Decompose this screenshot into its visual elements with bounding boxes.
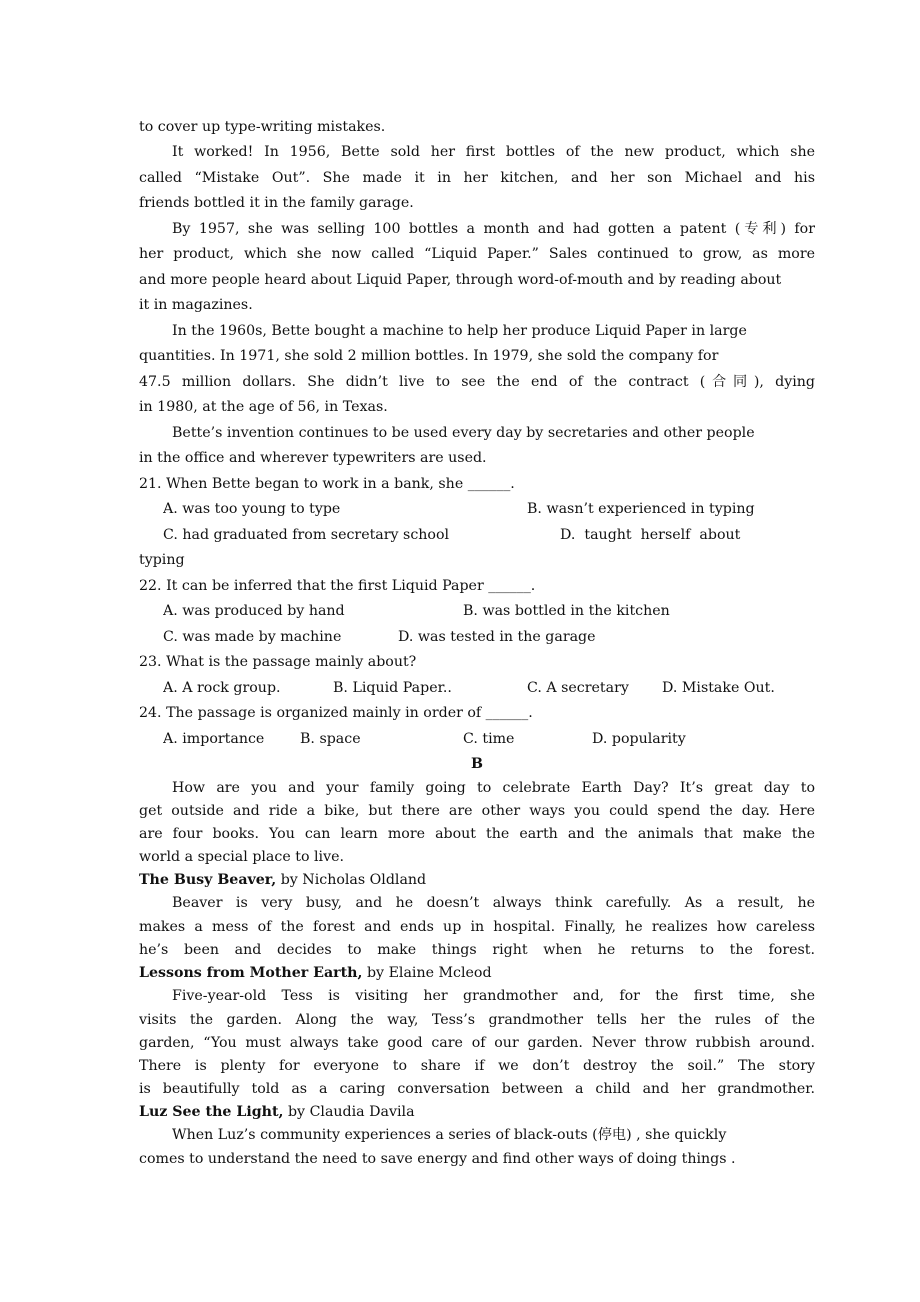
passage-b-intro-line: How are you and your family going to celebrate Earth Day? It’s great day to <box>172 780 815 796</box>
passage-a-line: in the office and wherever typewriters are used. <box>139 450 487 466</box>
passage-b-intro-line: get outside and ride a bike, but there are other ways you could spend the day. Here <box>139 803 815 819</box>
passage-a-line: it in magazines. <box>139 297 253 313</box>
passage-b-intro-line: are four books. You can learn more about the earth and the animals that make the <box>139 826 815 842</box>
question-24-option-b: B. space <box>300 731 361 747</box>
question-21-option-c: C. had graduated from secretary school <box>163 527 450 543</box>
book-2-line: visits the garden. Along the way, Tess’s grandmother tells her the rules of the <box>139 1012 815 1028</box>
passage-a-line: friends bottled it in the family garage. <box>139 195 414 211</box>
question-23-option-c: C. A secretary <box>527 680 629 696</box>
book-2-line: There is plenty for everyone to share if we don’t destroy the soil.” The story <box>139 1058 815 1074</box>
question-23-option-a: A. A rock group. <box>163 680 281 696</box>
book-1-line: Beaver is very busy, and he doesn’t always think carefully. As a result, he <box>172 895 815 911</box>
book-2-heading <box>139 963 815 983</box>
book-author: by Nicholas Oldland <box>276 872 427 888</box>
question-21-option-d: D. taught herself about <box>560 527 741 543</box>
question-23-stem: 23. What is the passage mainly about? <box>139 654 417 670</box>
book-title: Lessons from Mother Earth, <box>139 965 363 981</box>
passage-b-intro-line: world a special place to live. <box>139 849 344 865</box>
passage-a-line: Bette’s invention continues to be used every day by secretaries and other people <box>172 425 755 441</box>
book-1-line: makes a mess of the forest and ends up in hospital. Finally, he realizes how careless <box>139 919 815 935</box>
question-21-stem: 21. When Bette began to work in a bank, she ______. <box>139 476 515 492</box>
question-21-option-a: A. was too young to type <box>163 501 341 517</box>
passage-a-line: her product, which she now called “Liquid Paper.” Sales continued to grow, as more <box>139 246 815 262</box>
book-author: by Elaine Mcleod <box>362 965 492 981</box>
question-24-option-a: A. importance <box>163 731 265 747</box>
book-1-line: he’s been and decides to make things right when he returns to the forest. <box>139 942 815 958</box>
passage-a-line: in 1980, at the age of 56, in Texas. <box>139 399 388 415</box>
book-3-line: When Luz’s community experiences a series of black-outs (停电) , she quickly <box>172 1127 727 1143</box>
passage-a-line: quantities. In 1971, she sold 2 million bottles. In 1979, she sold the company for <box>139 348 719 364</box>
passage-a-line: By 1957, she was selling 100 bottles a month and had gotten a patent (专利) for <box>172 221 815 237</box>
book-1-heading <box>139 870 815 890</box>
passage-a-line: called “Mistake Out”. She made it in her kitchen, and her son Michael and his <box>139 170 815 186</box>
question-22-option-a: A. was produced by hand <box>163 603 345 619</box>
book-author: by Claudia Davila <box>283 1104 415 1120</box>
question-22-option-c: C. was made by machine <box>163 629 342 645</box>
passage-a-line: to cover up type-writing mistakes. <box>139 119 386 135</box>
question-24-stem: 24. The passage is organized mainly in order of ______. <box>139 705 533 721</box>
question-22-option-d: D. was tested in the garage <box>398 629 596 645</box>
section-b-heading: B <box>471 756 483 772</box>
book-3-heading <box>139 1102 815 1122</box>
question-22-option-b: B. was bottled in the kitchen <box>463 603 670 619</box>
passage-a-line: In the 1960s, Bette bought a machine to help her produce Liquid Paper in large <box>172 323 747 339</box>
book-2-line: Five-year-old Tess is visiting her grandmother and, for the first time, she <box>172 988 815 1004</box>
passage-a-line: It worked! In 1956, Bette sold her first bottles of the new product, which she <box>172 144 815 160</box>
book-2-line: is beautifully told as a caring conversation between a child and her grandmother. <box>139 1081 815 1097</box>
book-2-line: garden, “You must always take good care of our garden. Never throw rubbish around. <box>139 1035 815 1051</box>
question-24-option-d: D. popularity <box>592 731 686 747</box>
book-3-line: comes to understand the need to save energy and find other ways of doing things . <box>139 1151 736 1167</box>
passage-a-line: 47.5 million dollars. She didn’t live to see the end of the contract (合同), dying <box>139 374 815 390</box>
question-23-option-d: D. Mistake Out. <box>662 680 775 696</box>
book-title: The Busy Beaver, <box>139 872 277 888</box>
question-24-option-c: C. time <box>463 731 515 747</box>
question-21-option-b: B. wasn’t experienced in typing <box>527 501 755 517</box>
question-23-option-b: B. Liquid Paper.. <box>333 680 452 696</box>
passage-a-line: and more people heard about Liquid Paper, through word-of-mouth and by reading about <box>139 272 782 288</box>
question-22-stem: 22. It can be inferred that the first Liquid Paper ______. <box>139 578 536 594</box>
question-21-option-d-wrap: typing <box>139 552 185 568</box>
book-title: Luz See the Light, <box>139 1104 284 1120</box>
